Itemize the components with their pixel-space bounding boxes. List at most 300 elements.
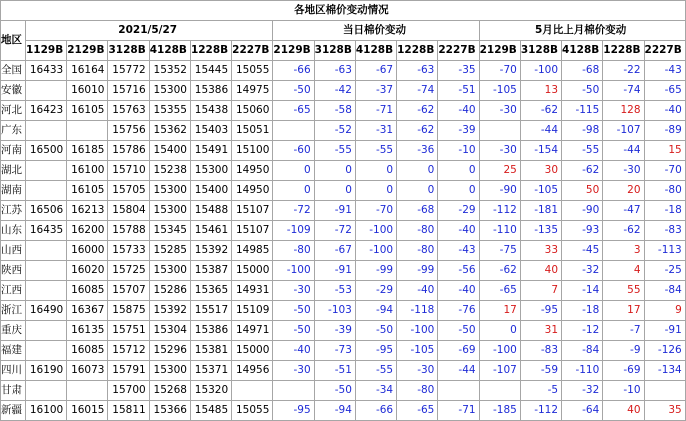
price-cell — [67, 121, 108, 141]
monthly-change-cell: -55 — [562, 141, 603, 161]
daily-change-cell: -63 — [314, 61, 355, 81]
price-cell: 16100 — [67, 161, 108, 181]
price-cell: 15488 — [190, 201, 231, 221]
price-cell — [26, 341, 67, 361]
price-cell — [26, 321, 67, 341]
price-cell: 15352 — [149, 61, 190, 81]
monthly-change-cell: -44 — [603, 141, 644, 161]
monthly-change-cell: -93 — [562, 221, 603, 241]
region-cell: 湖北 — [1, 161, 26, 181]
price-cell: 15300 — [190, 161, 231, 181]
price-cell: 16200 — [67, 221, 108, 241]
price-cell: 15725 — [108, 261, 149, 281]
price-cell: 15716 — [108, 81, 149, 101]
table-row — [1, 121, 686, 141]
price-cell: 15517 — [190, 301, 231, 321]
price-cell: 16500 — [26, 141, 67, 161]
table-row — [1, 141, 686, 161]
daily-change-cell: 0 — [355, 161, 396, 181]
price-cell — [26, 241, 67, 261]
price-cell: 14956 — [232, 361, 273, 381]
price-cell: 15386 — [190, 81, 231, 101]
monthly-change-cell: -62 — [479, 261, 520, 281]
daily-change-cell: -29 — [438, 201, 479, 221]
daily-change-cell: -39 — [314, 321, 355, 341]
price-cell: 15733 — [108, 241, 149, 261]
monthly-change-cell: -18 — [562, 301, 603, 321]
price-cell: 15387 — [190, 261, 231, 281]
col-header-price: 2227B — [232, 41, 273, 61]
table-row — [1, 381, 686, 401]
daily-change-cell: -95 — [273, 401, 314, 421]
price-cell: 15400 — [149, 141, 190, 161]
monthly-change-cell: -30 — [479, 141, 520, 161]
daily-change-cell: -10 — [438, 141, 479, 161]
monthly-change-cell: -74 — [603, 81, 644, 101]
monthly-change-cell: -70 — [644, 161, 685, 181]
price-cell: 16015 — [67, 401, 108, 421]
monthly-change-cell: -112 — [479, 201, 520, 221]
daily-change-cell: -44 — [438, 361, 479, 381]
daily-change-cell: -65 — [397, 401, 438, 421]
daily-change-cell: -103 — [314, 301, 355, 321]
price-cell: 15788 — [108, 221, 149, 241]
daily-change-cell: -40 — [438, 281, 479, 301]
col-header-daily: 2227B — [438, 41, 479, 61]
price-cell: 15400 — [190, 181, 231, 201]
daily-change-cell: -60 — [273, 141, 314, 161]
price-cell: 15786 — [108, 141, 149, 161]
daily-change-cell — [438, 381, 479, 401]
monthly-change-cell: -5 — [520, 381, 561, 401]
daily-change-cell: 0 — [273, 161, 314, 181]
monthly-change-cell: 15 — [644, 141, 685, 161]
table-row — [1, 401, 686, 421]
daily-change-cell: -55 — [355, 141, 396, 161]
daily-change-cell: -37 — [355, 81, 396, 101]
price-cell: 15000 — [232, 261, 273, 281]
price-cell: 15320 — [190, 381, 231, 401]
price-cell — [26, 381, 67, 401]
monthly-change-cell: -47 — [603, 201, 644, 221]
daily-change-cell: -52 — [314, 121, 355, 141]
date-header: 2021/5/27 — [26, 21, 273, 41]
price-cell: 15055 — [232, 401, 273, 421]
price-cell: 15300 — [149, 81, 190, 101]
monthly-change-cell: -107 — [603, 121, 644, 141]
daily-change-cell: -58 — [314, 101, 355, 121]
col-header-daily: 4128B — [355, 41, 396, 61]
daily-change-cell: -71 — [438, 401, 479, 421]
daily-change-cell: -74 — [397, 81, 438, 101]
price-cell: 15811 — [108, 401, 149, 421]
daily-change-cell: 0 — [397, 181, 438, 201]
daily-change-cell: -100 — [397, 321, 438, 341]
table-row — [1, 341, 686, 361]
daily-change-cell: -50 — [273, 301, 314, 321]
monthly-change-cell: 25 — [479, 161, 520, 181]
region-cell: 湖南 — [1, 181, 26, 201]
price-cell: 16010 — [67, 81, 108, 101]
daily-change-cell: -40 — [438, 101, 479, 121]
price-cell: 15362 — [149, 121, 190, 141]
monthly-change-cell: 13 — [520, 81, 561, 101]
daily-change-cell: 0 — [314, 161, 355, 181]
price-cell: 15491 — [190, 141, 231, 161]
monthly-change-cell: 50 — [562, 181, 603, 201]
monthly-change-cell: -105 — [520, 181, 561, 201]
price-cell: 15300 — [149, 361, 190, 381]
price-cell: 15051 — [232, 121, 273, 141]
col-header-monthly: 2227B — [644, 41, 685, 61]
price-cell: 15107 — [232, 221, 273, 241]
daily-change-cell: -80 — [397, 381, 438, 401]
region-cell: 安徽 — [1, 81, 26, 101]
col-header-monthly: 2129B — [479, 41, 520, 61]
table-row — [1, 321, 686, 341]
daily-change-cell: -80 — [397, 221, 438, 241]
price-cell: 16185 — [67, 141, 108, 161]
price-cell: 15296 — [149, 341, 190, 361]
price-cell: 15300 — [149, 181, 190, 201]
daily-change-cell: -100 — [273, 261, 314, 281]
price-cell: 16164 — [67, 61, 108, 81]
price-cell: 15055 — [232, 61, 273, 81]
daily-change-cell: -80 — [273, 241, 314, 261]
daily-change-cell: -40 — [273, 341, 314, 361]
monthly-change-cell: -83 — [520, 341, 561, 361]
table-row — [1, 101, 686, 121]
monthly-change-cell: -185 — [479, 401, 520, 421]
price-cell — [26, 261, 67, 281]
price-cell: 16506 — [26, 201, 67, 221]
daily-change-cell: -72 — [314, 221, 355, 241]
monthly-change-cell: -89 — [644, 121, 685, 141]
daily-change-cell: -35 — [438, 61, 479, 81]
col-header-monthly: 3128B — [520, 41, 561, 61]
price-cell: 16000 — [67, 241, 108, 261]
monthly-change-cell — [479, 121, 520, 141]
daily-change-cell: -118 — [397, 301, 438, 321]
price-cell: 16213 — [67, 201, 108, 221]
daily-change-cell: 0 — [438, 161, 479, 181]
monthly-change-cell: 40 — [520, 261, 561, 281]
monthly-change-cell — [644, 381, 685, 401]
monthly-change-cell: -10 — [603, 381, 644, 401]
price-cell: 16085 — [67, 341, 108, 361]
price-cell: 15107 — [232, 201, 273, 221]
daily-change-cell: 0 — [273, 181, 314, 201]
daily-change-cell: -43 — [438, 241, 479, 261]
daily-change-cell: -99 — [355, 261, 396, 281]
monthly-change-cell: 33 — [520, 241, 561, 261]
price-cell: 15304 — [149, 321, 190, 341]
sheet-title: 各地区棉价变动情况 — [1, 1, 686, 21]
region-cell: 山西 — [1, 241, 26, 261]
region-cell: 江苏 — [1, 201, 26, 221]
monthly-change-cell: 30 — [520, 161, 561, 181]
monthly-change-cell: -59 — [520, 361, 561, 381]
daily-change-cell: -80 — [397, 241, 438, 261]
price-cell: 15238 — [149, 161, 190, 181]
daily-change-cell: -65 — [273, 101, 314, 121]
price-cell: 16490 — [26, 301, 67, 321]
daily-change-cell: -55 — [314, 141, 355, 161]
monthly-change-cell: -135 — [520, 221, 561, 241]
price-cell: 15365 — [190, 281, 231, 301]
monthly-change-cell: -43 — [644, 61, 685, 81]
monthly-change-cell: -90 — [479, 181, 520, 201]
price-cell: 15772 — [108, 61, 149, 81]
daily-change-cell: -68 — [397, 201, 438, 221]
col-header-price: 3128B — [108, 41, 149, 61]
price-cell — [26, 281, 67, 301]
price-cell: 14975 — [232, 81, 273, 101]
price-cell: 15763 — [108, 101, 149, 121]
monthly-change-cell: -126 — [644, 341, 685, 361]
daily-change-cell: -50 — [314, 381, 355, 401]
daily-change-cell: -56 — [438, 261, 479, 281]
col-header-daily: 3128B — [314, 41, 355, 61]
daily-change-cell: -51 — [314, 361, 355, 381]
daily-change-cell: -39 — [438, 121, 479, 141]
monthly-change-cell: 7 — [520, 281, 561, 301]
region-cell: 全国 — [1, 61, 26, 81]
monthly-change-cell: -45 — [562, 241, 603, 261]
daily-change-cell: 0 — [355, 181, 396, 201]
price-cell — [26, 161, 67, 181]
monthly-change-cell: -40 — [644, 101, 685, 121]
table-row — [1, 281, 686, 301]
price-cell: 15000 — [232, 341, 273, 361]
daily-change-cell: -100 — [355, 221, 396, 241]
monthly-change-cell: -112 — [520, 401, 561, 421]
daily-change-cell: 0 — [314, 181, 355, 201]
price-cell: 16085 — [67, 281, 108, 301]
region-cell: 广东 — [1, 121, 26, 141]
price-cell: 16105 — [67, 101, 108, 121]
monthly-change-cell: -75 — [479, 241, 520, 261]
region-cell: 陕西 — [1, 261, 26, 281]
region-cell: 新疆 — [1, 401, 26, 421]
daily-change-cell: -105 — [397, 341, 438, 361]
daily-change-cell: -94 — [314, 401, 355, 421]
monthly-change-cell: -32 — [562, 381, 603, 401]
col-header-daily: 2129B — [273, 41, 314, 61]
daily-change-cell: -100 — [355, 241, 396, 261]
region-cell: 浙江 — [1, 301, 26, 321]
daily-change-cell: -50 — [355, 321, 396, 341]
monthly-change-cell: -68 — [562, 61, 603, 81]
daily-change-cell: 0 — [397, 161, 438, 181]
monthly-change-cell: -154 — [520, 141, 561, 161]
monthly-change-cell: -110 — [562, 361, 603, 381]
table-row — [1, 161, 686, 181]
price-cell — [26, 121, 67, 141]
price-cell: 15707 — [108, 281, 149, 301]
daily-change-cell: -91 — [314, 261, 355, 281]
daily-change-cell: -42 — [314, 81, 355, 101]
col-header-monthly: 4128B — [562, 41, 603, 61]
monthly-change-header: 5月比上月棉价变动 — [479, 21, 685, 41]
daily-change-header: 当日棉价变动 — [273, 21, 479, 41]
daily-change-cell: -62 — [397, 121, 438, 141]
daily-change-cell: -30 — [273, 281, 314, 301]
daily-change-cell: -95 — [355, 341, 396, 361]
monthly-change-cell: -30 — [479, 101, 520, 121]
price-cell: 15751 — [108, 321, 149, 341]
monthly-change-cell: 40 — [603, 401, 644, 421]
table-row — [1, 241, 686, 261]
price-cell: 15300 — [149, 201, 190, 221]
price-cell: 15705 — [108, 181, 149, 201]
monthly-change-cell: -181 — [520, 201, 561, 221]
monthly-change-cell: -100 — [520, 61, 561, 81]
monthly-change-cell: -62 — [520, 101, 561, 121]
daily-change-cell: -76 — [438, 301, 479, 321]
price-cell: 15710 — [108, 161, 149, 181]
price-cell: 15268 — [149, 381, 190, 401]
monthly-change-cell: -65 — [479, 281, 520, 301]
table-row — [1, 61, 686, 81]
monthly-change-cell: -14 — [562, 281, 603, 301]
daily-change-cell: 0 — [438, 181, 479, 201]
monthly-change-cell: -107 — [479, 361, 520, 381]
table-row — [1, 361, 686, 381]
price-cell: 16190 — [26, 361, 67, 381]
daily-change-cell: -51 — [438, 81, 479, 101]
daily-change-cell: -71 — [355, 101, 396, 121]
price-cell: 16135 — [67, 321, 108, 341]
monthly-change-cell: -22 — [603, 61, 644, 81]
table-row — [1, 301, 686, 321]
monthly-change-cell: -113 — [644, 241, 685, 261]
daily-change-cell: -73 — [314, 341, 355, 361]
price-cell: 14985 — [232, 241, 273, 261]
price-cell: 15804 — [108, 201, 149, 221]
daily-change-cell: -72 — [273, 201, 314, 221]
monthly-change-cell: -44 — [520, 121, 561, 141]
monthly-change-cell: -69 — [603, 361, 644, 381]
daily-change-cell — [273, 381, 314, 401]
daily-change-cell: -99 — [397, 261, 438, 281]
monthly-change-cell: -105 — [479, 81, 520, 101]
daily-change-cell: -29 — [355, 281, 396, 301]
price-cell: 15285 — [149, 241, 190, 261]
region-cell: 河北 — [1, 101, 26, 121]
col-header-price: 4128B — [149, 41, 190, 61]
monthly-change-cell: -84 — [562, 341, 603, 361]
table-row — [1, 221, 686, 241]
monthly-change-cell: -62 — [562, 161, 603, 181]
daily-change-cell: -30 — [273, 361, 314, 381]
region-cell: 江西 — [1, 281, 26, 301]
col-header-price: 1129B — [26, 41, 67, 61]
price-cell: 15791 — [108, 361, 149, 381]
daily-change-cell — [273, 121, 314, 141]
price-cell — [26, 181, 67, 201]
monthly-change-cell: -84 — [644, 281, 685, 301]
monthly-change-cell: 0 — [479, 321, 520, 341]
price-cell: 15461 — [190, 221, 231, 241]
price-cell: 14950 — [232, 161, 273, 181]
price-cell: 15100 — [232, 141, 273, 161]
daily-change-cell: -91 — [314, 201, 355, 221]
region-header: 地区 — [1, 21, 26, 61]
col-header-monthly: 1228B — [603, 41, 644, 61]
monthly-change-cell — [479, 381, 520, 401]
price-cell: 16100 — [26, 401, 67, 421]
monthly-change-cell: -115 — [562, 101, 603, 121]
monthly-change-cell: -83 — [644, 221, 685, 241]
monthly-change-cell: -65 — [644, 81, 685, 101]
daily-change-cell: -62 — [397, 101, 438, 121]
price-cell: 16435 — [26, 221, 67, 241]
price-cell: 14931 — [232, 281, 273, 301]
monthly-change-cell: -90 — [562, 201, 603, 221]
daily-change-cell: -67 — [314, 241, 355, 261]
monthly-change-cell: -100 — [479, 341, 520, 361]
region-cell: 河南 — [1, 141, 26, 161]
monthly-change-cell: -9 — [603, 341, 644, 361]
monthly-change-cell: -12 — [562, 321, 603, 341]
price-cell: 16367 — [67, 301, 108, 321]
price-cell: 15392 — [190, 241, 231, 261]
monthly-change-cell: -62 — [603, 221, 644, 241]
price-cell: 16433 — [26, 61, 67, 81]
table-row — [1, 181, 686, 201]
price-cell: 15286 — [149, 281, 190, 301]
monthly-change-cell: -98 — [562, 121, 603, 141]
price-cell — [26, 81, 67, 101]
daily-change-cell: -30 — [397, 361, 438, 381]
col-header-price: 2129B — [67, 41, 108, 61]
daily-change-cell: -69 — [438, 341, 479, 361]
price-cell: 15712 — [108, 341, 149, 361]
monthly-change-cell: -95 — [520, 301, 561, 321]
region-cell: 山东 — [1, 221, 26, 241]
daily-change-cell: -50 — [273, 81, 314, 101]
daily-change-cell: -34 — [355, 381, 396, 401]
price-cell: 16073 — [67, 361, 108, 381]
column-header-row — [1, 41, 686, 61]
col-header-daily: 1228B — [397, 41, 438, 61]
price-cell: 15875 — [108, 301, 149, 321]
price-cell: 15386 — [190, 321, 231, 341]
price-cell: 16423 — [26, 101, 67, 121]
daily-change-cell: -36 — [397, 141, 438, 161]
price-cell — [67, 381, 108, 401]
monthly-change-cell: 35 — [644, 401, 685, 421]
daily-change-cell: -66 — [355, 401, 396, 421]
monthly-change-cell: 3 — [603, 241, 644, 261]
table-row — [1, 201, 686, 221]
daily-change-cell: -40 — [438, 221, 479, 241]
price-cell: 15756 — [108, 121, 149, 141]
price-cell: 15445 — [190, 61, 231, 81]
daily-change-cell: -50 — [438, 321, 479, 341]
region-cell: 四川 — [1, 361, 26, 381]
daily-change-cell: -67 — [355, 61, 396, 81]
monthly-change-cell: -80 — [644, 181, 685, 201]
price-cell: 14971 — [232, 321, 273, 341]
price-cell: 16020 — [67, 261, 108, 281]
daily-change-cell: -63 — [397, 61, 438, 81]
monthly-change-cell: 55 — [603, 281, 644, 301]
price-cell: 15371 — [190, 361, 231, 381]
daily-change-cell: -55 — [355, 361, 396, 381]
table-row — [1, 261, 686, 281]
